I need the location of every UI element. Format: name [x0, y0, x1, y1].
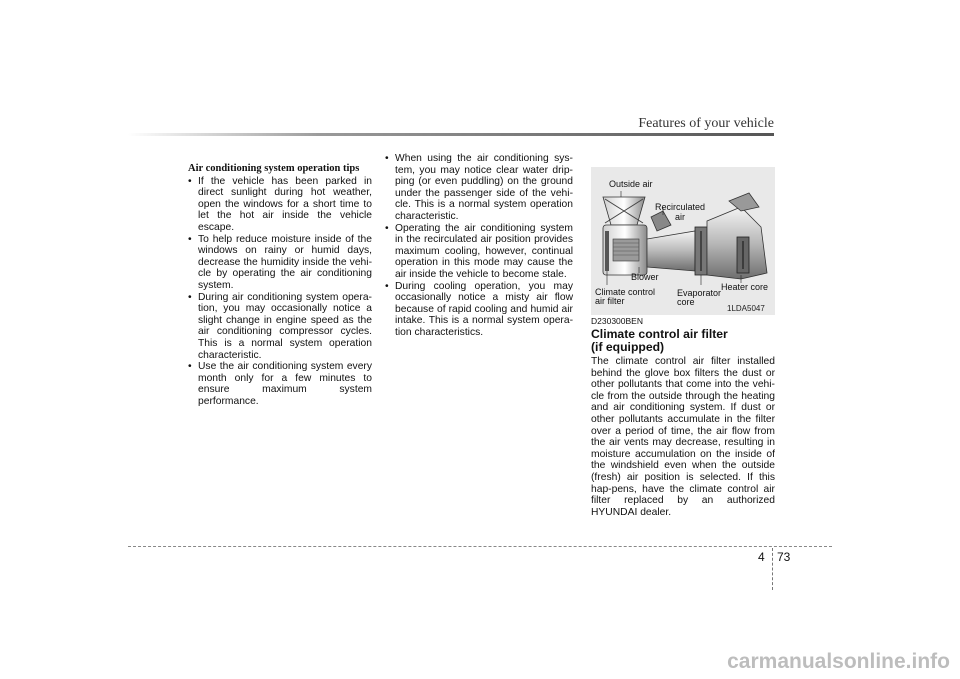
watermark: carmanualsonline.info [727, 650, 950, 673]
tip-item: • To help reduce moisture inside of the windows on rainy or humid days, decrease the humidity inside the vehi-cle by operating the air conditioning system. [188, 234, 372, 292]
page-number-separator [772, 548, 773, 590]
section-title [591, 328, 775, 353]
evaporator-label-line1: Evaporator [677, 288, 722, 298]
chapter-number: 4 [758, 550, 765, 564]
figure-code: 1LDA5047 [727, 304, 765, 313]
hvac-airflow-figure [591, 167, 775, 315]
section-body: The climate control air filter installed behind the glove box filters the dust or other pollutants that come into the vehi-cle from the outside through the heating and air conditioning system. If dust or other pollutants accumulate in the filter over a period of time, the air flow from the air vents may decrease, resulting in moisture accumulation on the inside of the windshield even when the outside (fresh) air position is selected. If this hap-pens, have the climate control air filter replaced by an authorized HYUNDAI dealer. [591, 356, 775, 518]
recirculated-air-label-line2: air [675, 212, 686, 222]
heater-core-label: Heater core [721, 282, 769, 292]
tip-item: • Operating the air conditioning system in the recirculated air position provides maximum cooling, however, continual operation in this mode may cause the air inside the vehicle to become stale. [385, 223, 573, 281]
outside-air-label: Outside air [609, 179, 653, 189]
page-number: 73 [777, 550, 791, 564]
section-title-line2: (if equipped) [591, 339, 665, 354]
page-header-title: Features of your vehicle [638, 116, 774, 131]
climate-filter-label-line2: air filter [595, 296, 625, 306]
header-rule [128, 133, 774, 136]
tip-item: • When using the air conditioning sys-tem, you may notice clear water drip-ping (or even puddling) on the ground under the passenger side of the vehi-cle. This is a normal system operation characteristic. [385, 153, 573, 223]
tip-item: • During air conditioning system opera-tion, you may occasionally notice a slight change in engine speed as the air conditioning compressor cycles. This is a normal system operation characteristic. [188, 292, 372, 362]
section-title-line1: Climate control air filter [591, 327, 728, 341]
tips-column-1 [188, 163, 372, 407]
tips-heading: Air conditioning system operation tips [188, 163, 360, 174]
recirculated-air-label-line1: Recirculated [655, 202, 706, 212]
evaporator-label-line2: core [677, 297, 695, 307]
tip-item: • Use the air conditioning system every month only for a few minutes to ensure maximum system performance. [188, 361, 372, 407]
footer-rule [128, 546, 832, 547]
section-code: D230300BEN [591, 316, 643, 326]
tips-list-1 [188, 176, 372, 408]
tips-column-2 [385, 153, 573, 339]
climate-filter-label-line1: Climate control [595, 287, 656, 297]
tip-item: • During cooling operation, you may occasionally notice a misty air flow because of rapid cooling and humid air intake. This is a normal system opera-tion characteristics. [385, 281, 573, 339]
blower-label: Blower [631, 272, 659, 282]
tips-list-2 [385, 153, 573, 339]
tip-item: • If the vehicle has been parked in direct sunlight during hot weather, open the windows for a short time to let the hot air inside the vehicle escape. [188, 176, 372, 234]
